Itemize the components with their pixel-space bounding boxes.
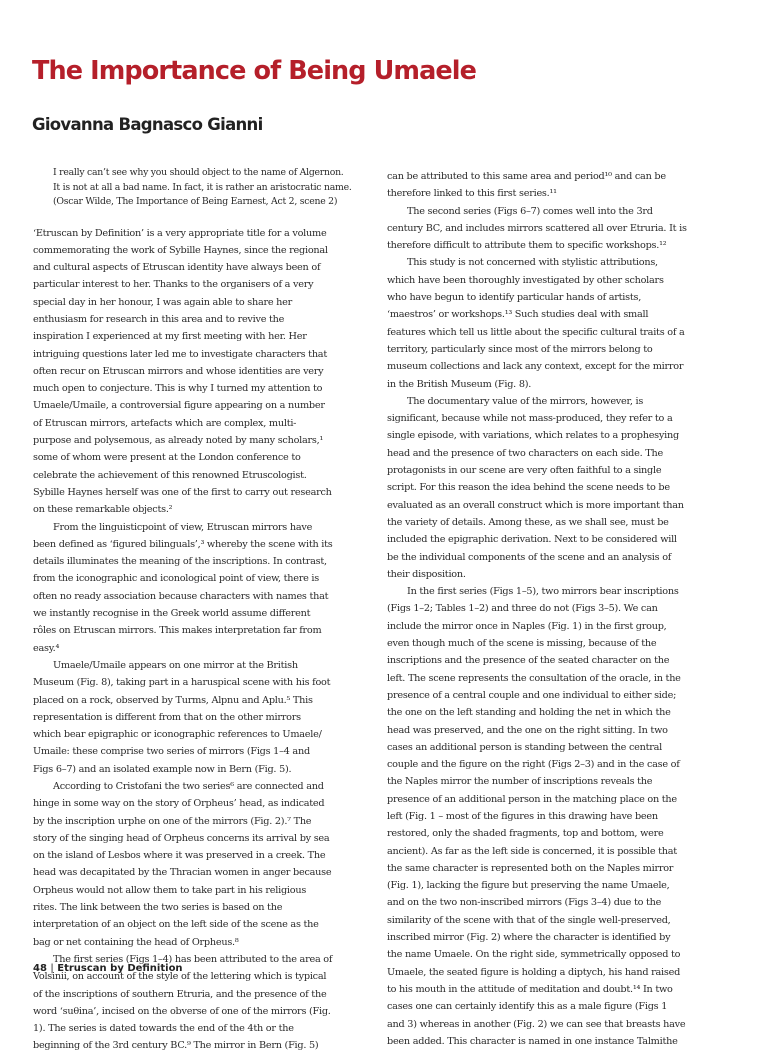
text-line: representation is different from that on the other mirrors (33, 711, 301, 723)
text-line: often recur on Etruscan mirrors and whose identities are very (33, 365, 324, 377)
text-line: century BC, and includes mirrors scattered all over Etruria. It is (387, 222, 687, 234)
text-line: Museum (Fig. 8), taking part in a haruspical scene with his foot (33, 677, 331, 689)
text-line: placed on a rock, observed by Turms, Alpnu and Aplu.⁵ This (33, 694, 313, 706)
text-line: which have been thoroughly investigated by other scholars (387, 274, 664, 286)
text-line: The second series (Figs 6–7) comes well into the 3rd (407, 205, 653, 217)
text-line: rôles on Etruscan mirrors. This makes interpretation far from (33, 625, 322, 637)
text-line: by the inscription urphe on one of the mirrors (Fig. 2).⁷ The (33, 815, 312, 827)
text-line: head was decapitated by the Thracian women in anger because (33, 867, 332, 879)
text-line: museum collections and lack any context, except for the mirror (387, 361, 684, 373)
text-line: left (Fig. 1 – most of the figures in this drawing have been (387, 810, 658, 822)
text-line: purpose and polysemous, as already noted by many scholars,¹ (33, 435, 324, 447)
text-line: Umaele/Umaile, a controversial figure appearing on a number (33, 400, 325, 412)
article-title: The Importance of Being Umaele (32, 56, 477, 86)
text-line: which bear epigraphic or iconographic references to Umaele/ (33, 729, 322, 741)
text-line: inscribed mirror (Fig. 2) where the character is identified by (387, 932, 671, 944)
text-line: head was preserved, and the one on the right sitting. In two (387, 724, 668, 736)
text-line: hinge in some way on the story of Orpheus’ head, as indicated (33, 798, 325, 810)
text-line: often no ready association because characters with names that (33, 590, 329, 602)
text-line: protagonists in our scene are very often faithful to a single (387, 465, 662, 477)
text-line: on these remarkable objects.² (33, 504, 173, 516)
text-line: couple and the figure on the right (Figs 2–3) and in the case of (387, 759, 680, 771)
text-line: ‘maestros’ or workshops.¹³ Such studies deal with small (387, 309, 649, 321)
text-line: ancient). As far as the left side is concerned, it is possible that (387, 845, 677, 857)
text-line: easy.⁴ (33, 642, 60, 654)
text-line: Umaele/Umaile appears on one mirror at the British (53, 659, 298, 671)
text-line: celebrate the achievement of this renowned Etruscologist. (33, 469, 307, 481)
text-line: cases one can certainly identify this as a male figure (Figs 1 (387, 1001, 668, 1013)
text-line: story of the singing head of Orpheus concerns its arrival by sea (33, 832, 330, 844)
text-line: on the island of Lesbos where it was preserved in a creek. The (33, 850, 326, 862)
text-line: The documentary value of the mirrors, however, is (407, 395, 644, 407)
text-line: From the linguisticpoint of view, Etruscan mirrors have (53, 521, 313, 533)
text-line: Volsinii, on account of the style of the lettering which is typical (33, 971, 327, 983)
text-line: we instantly recognise in the Greek world assume different (33, 608, 311, 620)
article-author: Giovanna Bagnasco Gianni (32, 115, 263, 134)
text-line: presence of an additional person in the matching place on the (387, 793, 677, 805)
text-line: territory, particularly since most of the mirrors belong to (387, 343, 653, 355)
text-line: restored, only the shaded fragments, top and bottom, were (387, 828, 664, 840)
text-line: and cultural aspects of Etruscan identity have always been of (33, 262, 321, 274)
text-line: inscriptions and the presence of the seated character on the (387, 655, 670, 667)
text-line: The first series (Figs 1–4) has been attributed to the area of (53, 953, 333, 965)
epigraph-line: I really can’t see why you should object to the name of Algernon. (53, 167, 344, 178)
text-line: evaluated as an overall construct which is more important than (387, 499, 684, 511)
right-text-column (387, 168, 733, 1050)
publication-title: Etruscan by Definition (57, 963, 183, 974)
text-line: rites. The link between the two series is based on the (33, 902, 283, 914)
right-body-text (387, 168, 733, 1050)
text-line: enthusiasm for research in this area and to revive the (33, 313, 285, 325)
text-line: significant, because while not mass-produced, they refer to a (387, 413, 673, 425)
left-text-column (33, 166, 379, 1055)
text-line: be the individual components of the scene and an analysis of (387, 551, 672, 563)
text-line: particular interest to her. Thanks to the organisers of a very (33, 279, 314, 291)
text-line: their disposition. (387, 568, 466, 580)
epigraph-line: It is not at all a bad name. In fact, it is rather an aristocratic name. (53, 181, 352, 193)
text-line: even though much of the scene is missing, because of the (387, 638, 657, 650)
footer-separator: | (50, 963, 54, 974)
text-line: According to Cristofani the two series⁶ are connected and (53, 781, 324, 792)
text-line: similarity of the scene with that of the single well-preserved, (387, 914, 671, 926)
text-line: special day in her honour, I was again able to share her (33, 296, 293, 308)
text-line: (Figs 1–2; Tables 1–2) and three do not (Figs 3–5). We can (387, 603, 658, 615)
epigraph-line: (Oscar Wilde, The Importance of Being Earnest, Act 2, scene 2) (53, 196, 338, 207)
text-line: been defined as ‘figured bilinguals’,³ whereby the scene with its (33, 538, 333, 550)
left-body-text (33, 225, 379, 1055)
text-line: Orpheus would not allow them to take part in his religious (33, 884, 307, 896)
text-line: bag or net containing the head of Orpheus.⁸ (33, 936, 239, 948)
text-line: left. The scene represents the consultation of the oracle, in the (387, 672, 681, 684)
text-line: and on the two non-inscribed mirrors (Figs 3–4) due to the (387, 897, 662, 909)
text-line: the one on the left standing and holding the net in which the (387, 707, 671, 719)
text-line: interpretation of an object on the left side of the scene as the (33, 919, 319, 931)
text-line: cases an additional person is standing between the central (387, 741, 663, 753)
text-line: who have begun to identify particular hands of artists, (387, 292, 642, 304)
text-line: head and the presence of two characters on each side. The (387, 447, 663, 459)
text-line: can be attributed to this same area and period¹⁰ and can be (387, 171, 666, 182)
text-line: This study is not concerned with stylistic attributions, (407, 257, 658, 269)
text-line: script. For this reason the idea behind the scene needs to be (387, 482, 670, 494)
text-line: of Etruscan mirrors, artefacts which are complex, multi- (33, 417, 297, 429)
text-line: inspiration I experienced at my first meeting with her. Her (33, 331, 307, 343)
text-line: In the first series (Figs 1–5), two mirrors bear inscriptions (407, 586, 679, 598)
text-line: in the British Museum (Fig. 8). (387, 378, 532, 390)
text-line: word ‘suθina’, incised on the obverse of one of the mirrors (Fig. (33, 1005, 331, 1017)
text-line: intriguing questions later led me to investigate characters that (33, 348, 327, 360)
text-line: some of whom were present at the London conference to (33, 452, 301, 464)
page-footer (33, 963, 183, 974)
text-line: beginning of the 3rd century BC.⁹ The mirror in Bern (Fig. 5) (33, 1040, 319, 1052)
text-line: Figs 6–7) and an isolated example now in Bern (Fig. 5). (33, 763, 292, 775)
text-line: include the mirror once in Naples (Fig. 1) in the first group, (387, 620, 667, 632)
text-line: 1). The series is dated towards the end of the 4th or the (33, 1023, 294, 1035)
text-line: Umaile: these comprise two series of mirrors (Figs 1–4 and (33, 746, 310, 758)
text-line: been added. This character is named in one instance Talmithe (387, 1035, 678, 1047)
text-line: the same character is represented both on the Naples mirror (387, 862, 674, 874)
text-line: therefore difficult to attribute them to specific workshops.¹² (387, 240, 667, 252)
text-line: to his mouth in the attitude of meditation and doubt.¹⁴ In two (387, 983, 673, 995)
text-line: details illuminates the meaning of the inscriptions. In contrast, (33, 556, 327, 568)
text-line: (Fig. 1), lacking the figure but preserving the name Umaele, (387, 880, 670, 892)
text-line: and 3) whereas in another (Fig. 2) we can see that breasts have (387, 1018, 686, 1030)
text-line: the Naples mirror the number of inscriptions reveals the (387, 776, 653, 788)
text-line: of the inscriptions of southern Etruria, and the presence of the (33, 988, 327, 1000)
text-line: included the epigraphic derivation. Next to be considered will (387, 534, 677, 546)
text-line: features which tell us little about the specific cultural traits of a (387, 326, 685, 338)
text-line: presence of a central couple and one individual to either side; (387, 689, 677, 701)
text-line: the name Umaele. On the right side, symmetrically opposed to (387, 949, 681, 961)
text-line: commemorating the work of Sybille Haynes, since the regional (33, 244, 328, 256)
text-line: Umaele, the seated figure is holding a diptych, his hand raised (387, 966, 681, 978)
text-line: Sybille Haynes herself was one of the first to carry out research (33, 486, 332, 498)
text-line: ‘Etruscan by Definition’ is a very appropriate title for a volume (33, 227, 327, 239)
epigraph (53, 166, 379, 210)
text-line: therefore linked to this first series.¹¹ (387, 188, 557, 200)
text-line: the variety of details. Among these, as we shall see, must be (387, 516, 669, 528)
text-line: single episode, with variations, which relates to a prophesying (387, 430, 679, 442)
text-line: much open to conjecture. This is why I turned my attention to (33, 383, 323, 395)
page-number: 48 (33, 963, 47, 974)
text-line: from the iconographic and iconological point of view, there is (33, 573, 319, 585)
